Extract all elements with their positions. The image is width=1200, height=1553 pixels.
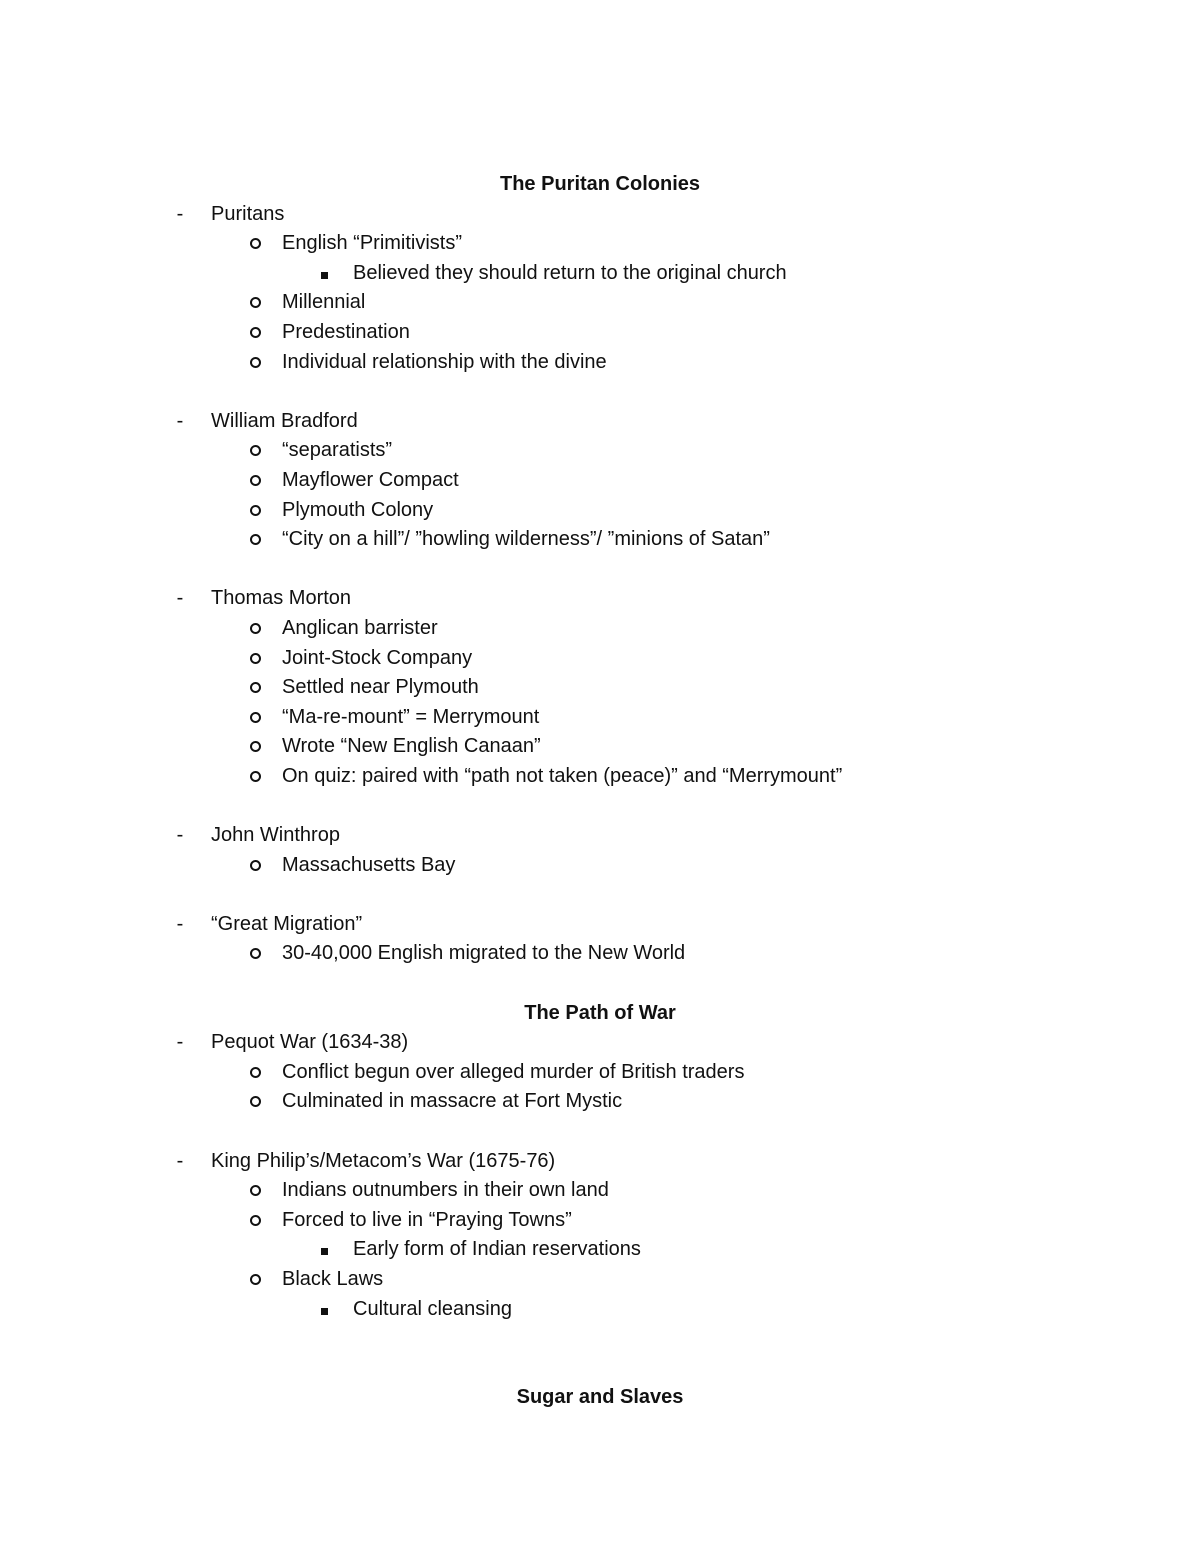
list-item xyxy=(0,229,1200,259)
list-item xyxy=(0,525,1200,555)
blank-line xyxy=(0,969,1200,999)
list-item-text: Believed they should return to the original church xyxy=(353,261,787,284)
list-item xyxy=(0,288,1200,318)
list-item-text: “Ma-re-mount” = Merrymount xyxy=(282,705,540,728)
dash-bullet: - xyxy=(176,202,184,225)
circle-bullet-icon xyxy=(247,851,263,881)
list-item xyxy=(0,348,1200,378)
list-item-text: Plymouth Colony xyxy=(282,498,434,521)
circle-bullet-icon xyxy=(247,436,263,466)
list-item-label: “Great Migration” xyxy=(211,912,363,935)
list-item-text: On quiz: paired with “path not taken (peace)” and “Merrymount” xyxy=(282,764,843,787)
dash-bullet: - xyxy=(176,1149,184,1172)
blank-line xyxy=(0,880,1200,910)
list-item-john-winthrop xyxy=(0,821,1200,851)
list-item xyxy=(0,1265,1200,1295)
list-item-text: Joint-Stock Company xyxy=(282,646,473,669)
list-item xyxy=(0,1235,1200,1265)
list-item-text: Early form of Indian reservations xyxy=(353,1238,641,1261)
list-item-text: Wrote “New English Canaan” xyxy=(282,735,541,758)
list-item-puritans xyxy=(0,200,1200,230)
heading-sugar-and-slaves: Sugar and Slaves xyxy=(516,1386,684,1409)
circle-bullet-icon xyxy=(247,525,263,555)
circle-bullet-icon xyxy=(247,466,263,496)
square-bullet-icon xyxy=(318,259,330,289)
blank-line xyxy=(0,377,1200,407)
circle-bullet-icon xyxy=(247,1058,263,1088)
list-item xyxy=(0,1206,1200,1236)
heading-puritan-colonies: The Puritan Colonies xyxy=(499,173,701,195)
list-item-text: Cultural cleansing xyxy=(353,1297,512,1320)
list-item-king-philips-war xyxy=(0,1147,1200,1177)
list-item-text: Conflict begun over alleged murder of British traders xyxy=(282,1060,745,1083)
dash-bullet: - xyxy=(176,587,184,610)
list-item-text: Settled near Plymouth xyxy=(282,676,479,699)
list-item-text: Massachusetts Bay xyxy=(282,853,456,876)
circle-bullet-icon xyxy=(247,318,263,348)
circle-bullet-icon xyxy=(247,644,263,674)
circle-bullet-icon xyxy=(247,703,263,733)
circle-bullet-icon xyxy=(247,348,263,378)
list-item-text: Mayflower Compact xyxy=(282,468,459,491)
list-item-text: English “Primitivists” xyxy=(282,232,463,255)
list-item-text: Forced to live in “Praying Towns” xyxy=(282,1208,572,1231)
list-item-text: Predestination xyxy=(282,320,410,343)
list-item xyxy=(0,939,1200,969)
blank-line xyxy=(0,1117,1200,1147)
circle-bullet-icon xyxy=(247,732,263,762)
circle-bullet-icon xyxy=(247,1206,263,1236)
list-item xyxy=(0,732,1200,762)
list-item-text: 30-40,000 English migrated to the New World xyxy=(282,942,686,965)
list-item xyxy=(0,703,1200,733)
list-item xyxy=(0,1176,1200,1206)
list-item xyxy=(0,1058,1200,1088)
list-item-label: Pequot War (1634-38) xyxy=(211,1031,409,1054)
list-item xyxy=(0,851,1200,881)
circle-bullet-icon xyxy=(247,614,263,644)
heading-path-of-war: The Path of War xyxy=(524,1001,676,1024)
dash-bullet: - xyxy=(176,409,184,432)
blank-line xyxy=(0,791,1200,821)
circle-bullet-icon xyxy=(247,1265,263,1295)
blank-line xyxy=(0,1354,1200,1384)
list-item xyxy=(0,673,1200,703)
list-item-text: Culminated in massacre at Fort Mystic xyxy=(282,1090,623,1113)
list-item-william-bradford xyxy=(0,407,1200,437)
square-bullet-icon xyxy=(318,1295,330,1325)
circle-bullet-icon xyxy=(247,762,263,792)
list-item xyxy=(0,466,1200,496)
list-item xyxy=(0,644,1200,674)
list-item xyxy=(0,496,1200,526)
list-item-text: “City on a hill”/ ”howling wilderness”/ ”minions of Satan” xyxy=(282,528,770,551)
list-item-text: Millennial xyxy=(282,291,366,314)
list-item-text: Anglican barrister xyxy=(282,616,438,639)
list-item-text: Indians outnumbers in their own land xyxy=(282,1179,609,1202)
list-item-thomas-morton xyxy=(0,584,1200,614)
dash-bullet: - xyxy=(176,912,184,935)
document-body xyxy=(0,170,1200,1413)
circle-bullet-icon xyxy=(247,673,263,703)
dash-bullet: - xyxy=(176,1031,184,1054)
list-item-label: Thomas Morton xyxy=(211,587,352,610)
list-item xyxy=(0,1295,1200,1325)
list-item-text: Individual relationship with the divine xyxy=(282,350,607,373)
list-item-pequot-war xyxy=(0,1028,1200,1058)
list-item xyxy=(0,318,1200,348)
list-item-label: William Bradford xyxy=(211,409,358,432)
list-item xyxy=(0,1087,1200,1117)
list-item-label: King Philip’s/Metacom’s War (1675-76) xyxy=(211,1149,556,1172)
list-item-text: “separatists” xyxy=(282,439,393,462)
list-item-label: Puritans xyxy=(211,202,285,225)
list-item-great-migration xyxy=(0,910,1200,940)
list-item xyxy=(0,259,1200,289)
circle-bullet-icon xyxy=(247,229,263,259)
circle-bullet-icon xyxy=(247,496,263,526)
list-item xyxy=(0,436,1200,466)
blank-line xyxy=(0,1324,1200,1354)
list-item xyxy=(0,614,1200,644)
circle-bullet-icon xyxy=(247,939,263,969)
circle-bullet-icon xyxy=(247,1087,263,1117)
list-item xyxy=(0,762,1200,792)
blank-line xyxy=(0,555,1200,585)
dash-bullet: - xyxy=(176,824,184,847)
square-bullet-icon xyxy=(318,1235,330,1265)
list-item-text: Black Laws xyxy=(282,1267,384,1290)
circle-bullet-icon xyxy=(247,1176,263,1206)
list-item-label: John Winthrop xyxy=(211,824,340,847)
circle-bullet-icon xyxy=(247,288,263,318)
